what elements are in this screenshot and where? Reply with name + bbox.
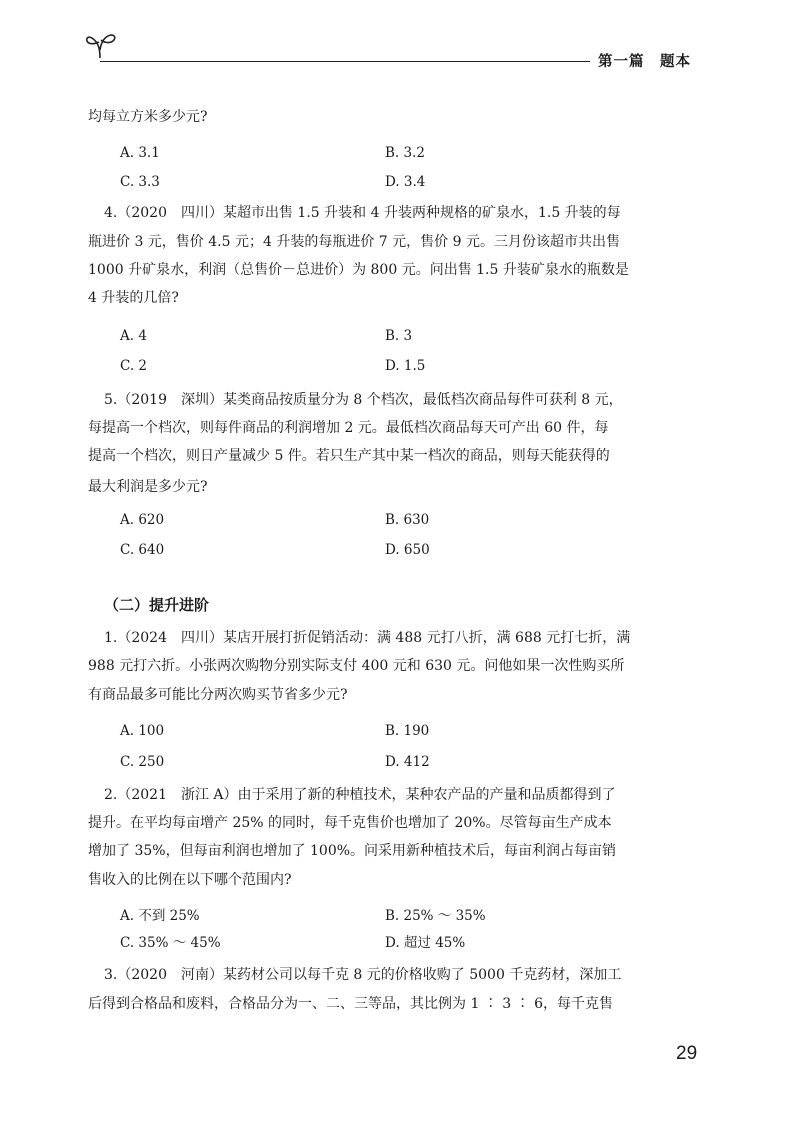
- option-b: B. 190: [385, 723, 430, 739]
- option-a: A. 3.1: [120, 145, 160, 161]
- question-text: 增加了 35%，但每亩利润也增加了 100%。问采用新种植技术后，每亩利润占每亩销: [88, 843, 617, 859]
- option-c: C. 640: [120, 542, 165, 558]
- option-c: C. 2: [120, 358, 148, 374]
- question-text: 1000 升矿泉水，利润（总售价－总进价）为 800 元。问出售 1.5 升装矿泉水的瓶数是: [88, 262, 629, 278]
- question-text: 2.（2021 浙江 A）由于采用了新的种植技术，某种农产品的产量和品质都得到了: [104, 787, 616, 803]
- header-rule: [100, 61, 590, 62]
- section-heading: （二）提升进阶: [104, 596, 210, 614]
- option-b: B. 3: [385, 328, 413, 344]
- question-text: 有商品最多可能比分两次购买节省多少元?: [88, 687, 348, 703]
- question-text: 5.（2019 深圳）某类商品按质量分为 8 个档次，最低档次商品每件可获利 8 元，: [104, 392, 623, 408]
- question-text: 售收入的比例在以下哪个范围内?: [88, 872, 292, 888]
- question-text: 3.（2020 河南）某药材公司以每千克 8 元的价格收购了 5000 千克药材，深加工: [104, 967, 622, 983]
- question-text: 提高一个档次，则日产量减少 5 件。若只生产其中某一档次的商品，则每天能获得的: [88, 448, 610, 464]
- option-a: A. 4: [120, 328, 147, 344]
- question-text: 1.（2024 四川）某店开展打折促销活动：满 488 元打八折，满 688 元打七折，满: [104, 630, 631, 646]
- option-b: B. 25% ～ 35%: [385, 908, 486, 924]
- page-number: 29: [676, 1043, 698, 1064]
- option-d: D. 650: [385, 542, 430, 558]
- question-text: 瓶进价 3 元，售价 4.5 元；4 升装的每瓶进价 7 元，售价 9 元。三月份该超市共出售: [88, 234, 620, 250]
- question-text: 均每立方米多少元?: [88, 109, 208, 125]
- option-c: C. 3.3: [120, 174, 160, 190]
- option-d: D. 412: [385, 754, 430, 770]
- option-b: B. 3.2: [385, 145, 425, 161]
- option-c: C. 250: [120, 754, 165, 770]
- chapter-title: 第一篇 题本: [598, 54, 691, 70]
- option-d: D. 超过 45%: [385, 935, 466, 951]
- option-a: A. 不到 25%: [120, 908, 200, 924]
- option-d: D. 3.4: [385, 174, 426, 190]
- option-c: C. 35% ～ 45%: [120, 935, 221, 951]
- option-a: A. 620: [120, 512, 165, 528]
- option-a: A. 100: [120, 723, 165, 739]
- option-b: B. 630: [385, 512, 430, 528]
- question-text: 最大利润是多少元?: [88, 479, 208, 495]
- question-text: 4 升装的几倍?: [88, 290, 179, 306]
- option-d: D. 1.5: [385, 358, 426, 374]
- question-text: 提升。在平均每亩增产 25% 的同时，每千克售价也增加了 20%。尽管每亩生产成本: [88, 815, 612, 831]
- question-text: 后得到合格品和废料，合格品分为一、二、三等品，其比例为 1 ∶ 3 ∶ 6，每千克售: [88, 996, 613, 1012]
- sprout-icon: [84, 30, 118, 60]
- question-text: 每提高一个档次，则每件商品的利润增加 2 元。最低档次商品每天可产出 60 件，每: [88, 420, 609, 436]
- question-text: 988 元打六折。小张两次购物分别实际支付 400 元和 630 元。问他如果一次性购买所: [88, 658, 625, 674]
- question-text: 4.（2020 四川）某超市出售 1.5 升装和 4 升装两种规格的矿泉水，1.5 升装的每: [104, 205, 621, 221]
